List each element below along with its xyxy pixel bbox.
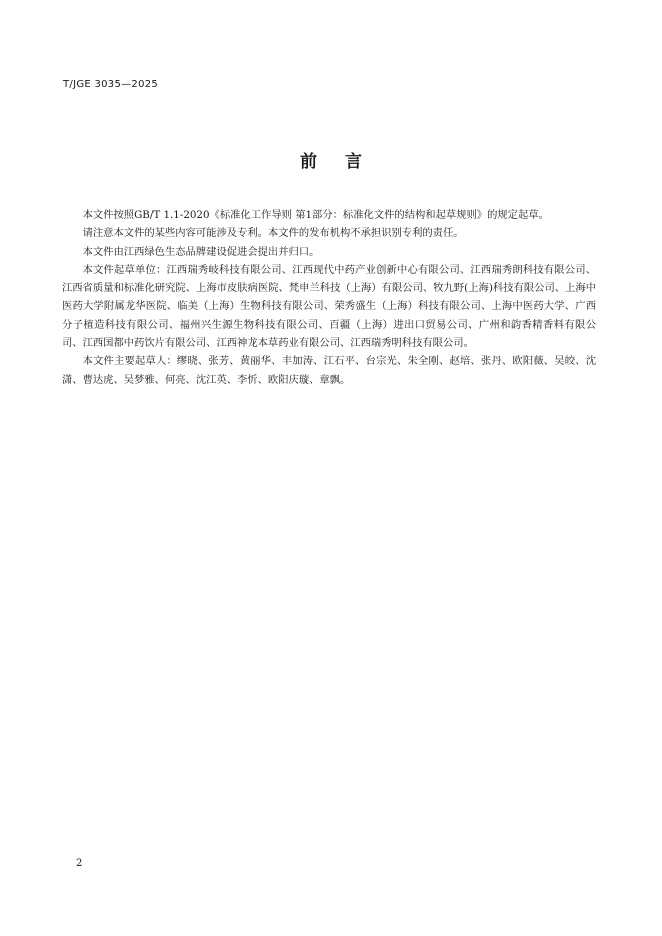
paragraph-patent-notice: 请注意本文件的某些内容可能涉及专利。本文件的发布机构不承担识别专利的责任。: [82, 227, 464, 240]
document-code: T/JGE 3035—2025: [63, 79, 159, 90]
paragraph-proposer: 本文件由江西绿色生态品牌建设促进会提出并归口。: [82, 245, 320, 258]
paragraph-drafters: 本文件主要起草人：缪晓、张芳、黄丽华、丰加涛、江石平、台宗光、朱全刚、赵培、张丹、欧阳薇、吴皎、沈潇、曹达虎、吴梦雅、何亮、沈江英、李忻、欧阳庆璇、章飘。: [62, 355, 596, 386]
page-number: 2: [76, 858, 83, 869]
page-title: 前言: [300, 152, 390, 172]
paragraph-drafting-rules: 本文件按照GB/T 1.1-2020《标准化工作导则 第1部分：标准化文件的结构和起草规则》的规定起草。: [82, 209, 549, 221]
paragraph-drafting-units: 本文件起草单位：江西瑞秀岐科技有限公司、江西现代中药产业创新中心有限公司、江西瑞秀朗科技有限公司、江西省质量和标准化研究院、上海市皮肤病医院、梵申兰科技（上海）有限公司、牧九野(上海)科技有限公司、上海中医药大学附属龙华医院、临美（上海）生物科技有限公司、荣秀盛生（上海）科技有限公司、上海中医药大学、广西分子植造科技有限公司、福州兴生源生物科技有限公司、百疆（上海）进出口贸易公司、广州和韵香精香料有限公司、江西国都中药饮片有限公司、江西神龙本草药业有限公司、江西瑞秀明科技有限公司。: [62, 263, 596, 350]
foreword-body: [62, 206, 596, 389]
